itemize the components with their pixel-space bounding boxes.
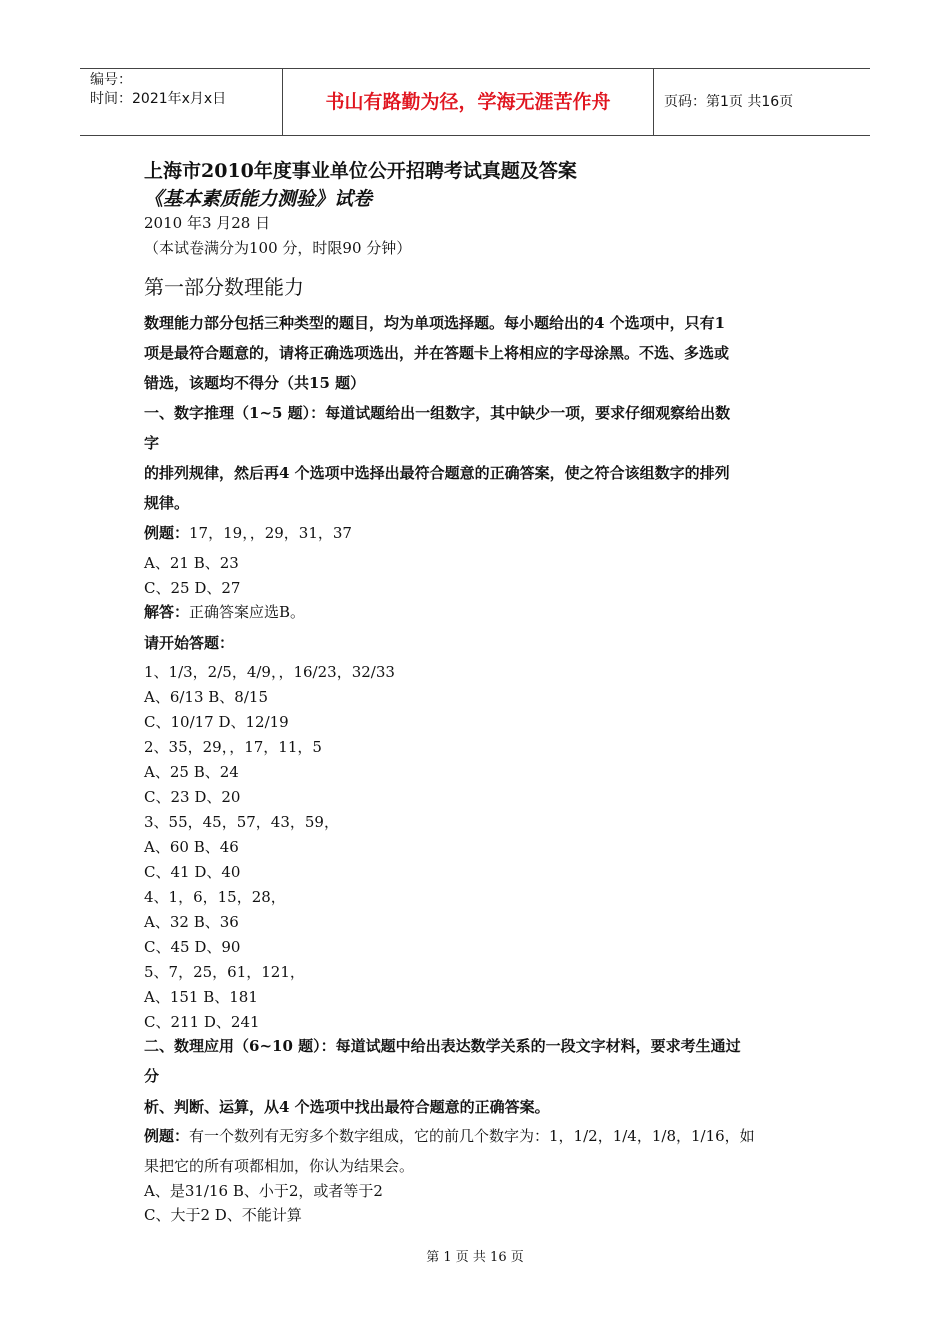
part-heading: 第一部分数理能力 [144,275,304,299]
intro-line-2: 项是最符合题意的，请将正确选项选出，并在答题卡上将相应的字母涂黑。不选、多选或 [144,344,730,362]
section2-line-2: 分 [144,1067,160,1085]
section2-line-3: 析、判断、运算，从4 个选项中找出最符合题意的正确答案。 [144,1098,550,1116]
example-options-1: A、21 B、23 [144,554,239,572]
example2-text: 有一个数列有无穷多个数字组成，它的前几个数字为：1，1/2，1/4，1/8，1/16，如 [189,1127,755,1145]
example2-line [144,1125,755,1146]
section1-line-4: 规律。 [144,494,190,512]
question-2-options-a: A、25 B、24 [144,763,239,781]
doc-date: 2010 年3 月28 日 [144,214,271,232]
answer-text: 正确答案应选B。 [189,603,306,621]
header-page-label: 页码：第1页 共16页 [664,94,794,110]
example-options-2: C、25 D、27 [144,579,241,597]
number-label: 编号： [90,72,132,88]
question-2: 2、35，29，，17，11，5 [144,738,322,756]
question-3-options-a: A、60 B、46 [144,838,239,856]
answer-line [144,601,305,622]
doc-title: 上海市2010年度事业单位公开招聘考试真题及答案 [144,160,577,182]
answer-label: 解答： [144,603,190,621]
doc-note: （本试卷满分为100 分，时限90 分钟） [144,239,412,257]
page-footer: 第 1 页 共 16 页 [426,1250,524,1265]
example2-label: 例题： [144,1127,190,1145]
question-5-options-b: C、211 D、241 [144,1013,260,1031]
example2-options-1: A、是31/16 B、小于2，或者等于2 [144,1182,383,1200]
section1-line-3: 的排列规律，然后再4 个选项中选择出最符合题意的正确答案，使之符合该组数字的排列 [144,464,730,482]
example-line [144,522,352,543]
page-header [80,68,870,136]
start-prompt: 请开始答题： [144,634,235,652]
header-motto: 书山有路勤为径，学海无涯苦作舟 [282,69,654,135]
question-1-options-a: A、6/13 B、8/15 [144,688,268,706]
example2-text-2: 果把它的所有项都相加，你认为结果会。 [144,1157,415,1175]
question-1-options-b: C、10/17 D、12/19 [144,713,289,731]
question-4: 4、1，6，15，28， [144,888,286,906]
header-meta [80,69,282,135]
doc-subtitle: 《基本素质能力测验》试卷 [144,188,373,210]
example-text: 17，19，，29，31，37 [189,524,352,542]
intro-line-3: 错选，该题均不得分（共15 题） [144,374,366,392]
question-4-options-b: C、45 D、90 [144,938,241,956]
time-label: 时间：2021年x月x日 [90,91,227,107]
question-4-options-a: A、32 B、36 [144,913,239,931]
intro-line-1: 数理能力部分包括三种类型的题目，均为单项选择题。每小题给出的4 个选项中，只有1 [144,314,726,332]
example2-options-2: C、大于2 D、不能计算 [144,1206,302,1224]
question-3-options-b: C、41 D、40 [144,863,241,881]
section1-line-1: 一、数字推理（1~5 题）：每道试题给出一组数字，其中缺少一项，要求仔细观察给出数 [144,404,731,422]
question-5: 5、7，25，61，121， [144,963,305,981]
section2-line-1: 二、数理应用（6~10 题）：每道试题中给出表达数学关系的一段文字材料，要求考生通过 [144,1037,741,1055]
question-5-options-a: A、151 B、181 [144,988,258,1006]
question-1: 1、1/3，2/5，4/9，，16/23，32/33 [144,663,395,681]
section1-line-2: 字 [144,434,160,452]
question-3: 3、55，45，57，43，59， [144,813,339,831]
example-label: 例题： [144,524,190,542]
question-2-options-b: C、23 D、20 [144,788,241,806]
